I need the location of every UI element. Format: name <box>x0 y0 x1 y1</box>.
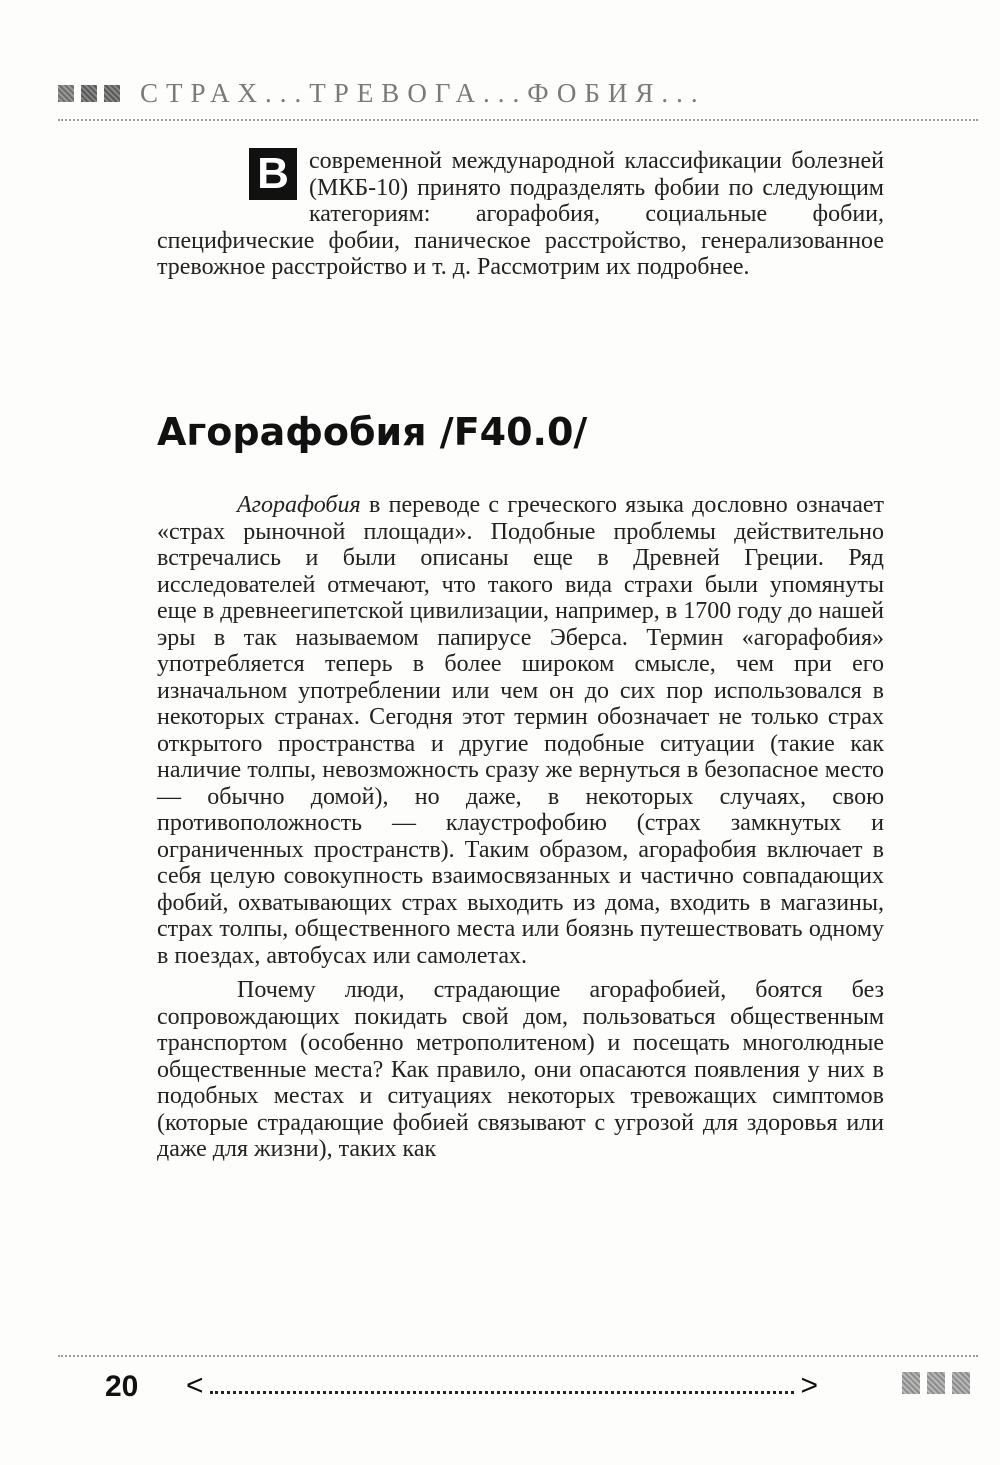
footer-divider <box>58 1355 978 1357</box>
decor-square <box>952 1372 970 1394</box>
header-divider <box>58 119 978 121</box>
paragraph <box>157 492 884 969</box>
header-decoration-squares <box>58 85 120 102</box>
intro-text: современной международной классификации болезней (МКБ-10) принято подразделять фобии по следующим категориям: агорафобия, социальные фобии, специфические фобии, паническое расстройство, генерализованное тревожное расстройство и т. д. Рассмотрим их подробнее. <box>157 148 884 280</box>
intro-paragraph <box>157 148 884 281</box>
prev-arrow: < <box>186 1369 204 1402</box>
section-heading: Агорафобия /F40.0/ <box>157 410 588 454</box>
decor-square <box>927 1372 945 1394</box>
decor-square <box>902 1372 920 1394</box>
running-header <box>58 78 706 108</box>
paragraph: Почему люди, страдающие агорафобией, боятся без сопровождающих покидать свой дом, пользоваться общественным транспортом (особенно метрополитеном) и посещать многолюдные общественные места? Как правило, они опасаются появления у них в подобных местах и ситуациях некоторых тревожащих симптомов (которые страдающие фобией связывают с угрозой для здоровья или даже для жизни), таких как <box>157 977 884 1162</box>
footer-decoration-squares <box>902 1372 970 1394</box>
drop-cap: В <box>249 148 297 200</box>
paragraph-text: в переводе с греческого языка дословно означает «страх рыночной площади». Подобные проблемы действительно встречались и были описаны еще в Древней Греции. Ряд исследователей отмечают, что такого вида страхи были упомянуты еще в древнеегипетской цивилизации, например, в 1700 году до нашей эры в так называемом папирусе Эберса. Термин «агорафобия» употребляется теперь в более широком смысле, чем при его изначальном употреблении или чем он до сих пор использовался в некоторых странах. Сегодня этот термин обозначает не только страх открытого пространства и другие подобные ситуации (такие как наличие толпы, невозможность сразу же вернуться в безопасное место — обычно домой), но даже, в некоторых случаях, свою противоположность — клаустрофобию (страх замкнутых и ограниченных пространств). Таким образом, агорафобия включает в себя целую совокупность взаимосвязанных и частично совпадающих фобий, охватывающих страх выходить из дома, входить в магазины, страх толпы, общественного места или боязнь путешествовать одному в поездах, автобусах или самолетах. <box>157 492 884 969</box>
decor-square <box>81 85 97 102</box>
section-body <box>157 492 884 1171</box>
decor-square <box>58 85 74 102</box>
dotted-leader <box>210 1391 795 1394</box>
running-header-title: СТРАХ...ТРЕВОГА...ФОБИЯ... <box>140 77 706 108</box>
page-number: 20 <box>105 1370 139 1403</box>
next-arrow: > <box>800 1369 818 1402</box>
footer-navigation <box>186 1368 818 1404</box>
decor-square <box>104 85 120 102</box>
term-italic: Агорафобия <box>237 492 361 518</box>
